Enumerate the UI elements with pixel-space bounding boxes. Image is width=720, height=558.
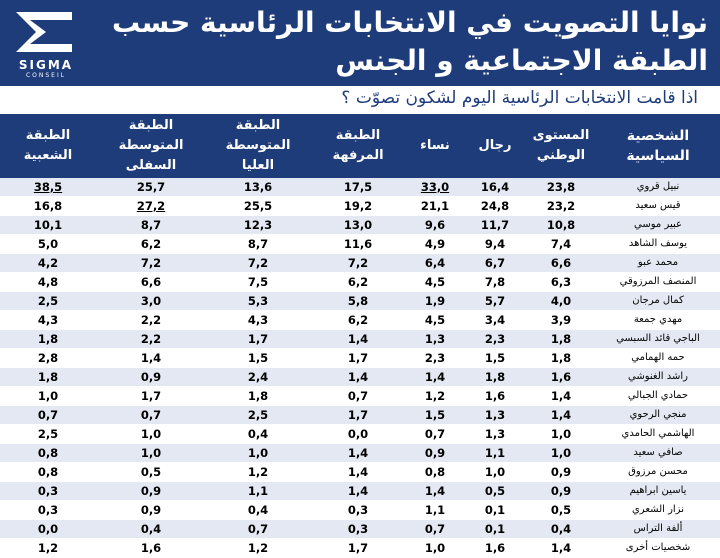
value-cell: 2,3 (406, 349, 464, 368)
logo-text: SIGMA (18, 58, 74, 72)
politician-name: الهاشمي الحامدي (596, 425, 720, 444)
value-cell: 1,4 (96, 349, 206, 368)
header-popular-class: الطبقة الشعبية (23, 128, 73, 163)
value-cell: 8,7 (96, 216, 206, 235)
value-cell: 0,7 (0, 406, 96, 425)
politician-name: شخصيات أخرى (596, 539, 720, 558)
value-cell: 2,3 (464, 330, 526, 349)
value-cell: 1,3 (406, 330, 464, 349)
value-cell: 10,8 (526, 216, 596, 235)
table-row (0, 311, 720, 330)
value-cell: 1,8 (206, 387, 310, 406)
value-cell: 6,4 (406, 254, 464, 273)
sigma-icon (10, 8, 78, 56)
value-cell: 2,5 (206, 406, 310, 425)
value-cell: 0,4 (96, 520, 206, 539)
value-cell: 1,8 (526, 330, 596, 349)
table-row (0, 330, 720, 349)
value-cell: 1,0 (96, 444, 206, 463)
value-cell: 1,0 (206, 444, 310, 463)
table-row (0, 292, 720, 311)
value-cell: 1,0 (406, 539, 464, 558)
value-cell: 1,7 (96, 387, 206, 406)
page-title: نوايا التصويت في الانتخابات الرئاسية حسب الطبقة الاجتماعية و الجنس (112, 6, 708, 77)
header-politician: الشخصية السياسية (626, 128, 690, 164)
politician-name: منجي الرحوي (596, 406, 720, 425)
value-cell: 0,7 (96, 406, 206, 425)
value-cell: 6,6 (96, 273, 206, 292)
value-cell: 16,4 (464, 178, 526, 197)
value-cell: 0,3 (310, 520, 406, 539)
value-cell: 38,5 (0, 178, 96, 197)
value-cell: 5,7 (464, 292, 526, 311)
value-cell: 1,4 (310, 368, 406, 387)
value-cell: 5,0 (0, 235, 96, 254)
value-cell: 11,7 (464, 216, 526, 235)
table-row (0, 235, 720, 254)
value-cell: 4,9 (406, 235, 464, 254)
value-cell: 6,2 (310, 311, 406, 330)
value-cell: 0,5 (464, 482, 526, 501)
table-row (0, 273, 720, 292)
value-cell: 1,4 (310, 444, 406, 463)
header-national: المستوى الوطني (532, 128, 590, 163)
politician-name: يوسف الشاهد (596, 235, 720, 254)
value-cell: 1,4 (526, 406, 596, 425)
value-cell: 0,9 (526, 482, 596, 501)
value-cell: 3,0 (96, 292, 206, 311)
value-cell: 4,3 (206, 311, 310, 330)
table-row (0, 539, 720, 558)
value-cell: 1,8 (464, 368, 526, 387)
value-cell: 1,4 (310, 482, 406, 501)
value-cell: 27,2 (96, 197, 206, 216)
value-cell: 0,9 (406, 444, 464, 463)
politician-name: حمادي الجبالي (596, 387, 720, 406)
value-cell: 7,4 (526, 235, 596, 254)
table-row (0, 406, 720, 425)
value-cell: 1,8 (526, 349, 596, 368)
politician-name: مهدي جمعة (596, 311, 720, 330)
value-cell: 0,4 (206, 425, 310, 444)
value-cell: 7,2 (96, 254, 206, 273)
value-cell: 4,8 (0, 273, 96, 292)
value-cell: 2,4 (206, 368, 310, 387)
value-cell: 1,0 (464, 463, 526, 482)
table-row (0, 520, 720, 539)
value-cell: 1,4 (310, 463, 406, 482)
value-cell: 21,1 (406, 197, 464, 216)
value-cell: 0,1 (464, 520, 526, 539)
value-cell: 8,7 (206, 235, 310, 254)
value-cell: 17,5 (310, 178, 406, 197)
politician-name: صافي سعيد (596, 444, 720, 463)
value-cell: 1,7 (206, 330, 310, 349)
value-cell: 1,2 (206, 463, 310, 482)
value-cell: 0,5 (96, 463, 206, 482)
value-cell: 1,4 (310, 330, 406, 349)
value-cell: 0,7 (206, 520, 310, 539)
value-cell: 0,0 (310, 425, 406, 444)
value-cell: 4,2 (0, 254, 96, 273)
value-cell: 0,1 (464, 501, 526, 520)
value-cell: 1,4 (526, 387, 596, 406)
table-row (0, 444, 720, 463)
value-cell: 7,2 (206, 254, 310, 273)
value-cell: 5,8 (310, 292, 406, 311)
value-cell: 5,3 (206, 292, 310, 311)
value-cell: 4,3 (0, 311, 96, 330)
value-cell: 6,2 (96, 235, 206, 254)
value-cell: 1,6 (96, 539, 206, 558)
value-cell: 1,5 (206, 349, 310, 368)
results-table (0, 114, 720, 558)
value-cell: 23,2 (526, 197, 596, 216)
value-cell: 0,7 (406, 425, 464, 444)
value-cell: 1,6 (464, 539, 526, 558)
header-men: رجال (478, 138, 512, 153)
value-cell: 0,0 (0, 520, 96, 539)
value-cell: 13,0 (310, 216, 406, 235)
table-row (0, 501, 720, 520)
value-cell: 1,0 (0, 387, 96, 406)
value-cell: 6,3 (526, 273, 596, 292)
value-cell: 1,3 (464, 425, 526, 444)
value-cell: 0,4 (526, 520, 596, 539)
table-row (0, 178, 720, 197)
politician-name: عبير موسي (596, 216, 720, 235)
value-cell: 3,9 (526, 311, 596, 330)
value-cell: 1,4 (406, 482, 464, 501)
table-row (0, 216, 720, 235)
value-cell: 1,2 (0, 539, 96, 558)
value-cell: 0,3 (0, 482, 96, 501)
value-cell: 25,5 (206, 197, 310, 216)
table-row (0, 368, 720, 387)
value-cell: 0,3 (310, 501, 406, 520)
header-upper-middle: الطبقة المتوسطة العليا (225, 118, 291, 173)
politician-name: المنصف المرزوقي (596, 273, 720, 292)
value-cell: 1,7 (310, 349, 406, 368)
value-cell: 0,9 (526, 463, 596, 482)
header-lower-middle: الطبقة المتوسطة السفلى (118, 118, 184, 173)
table-row (0, 387, 720, 406)
politician-name: ألفة التراس (596, 520, 720, 539)
value-cell: 1,3 (464, 406, 526, 425)
value-cell: 9,6 (406, 216, 464, 235)
politician-name: نزار الشعري (596, 501, 720, 520)
value-cell: 1,4 (526, 539, 596, 558)
value-cell: 0,9 (96, 368, 206, 387)
header-women: نساء (420, 138, 450, 153)
value-cell: 0,4 (206, 501, 310, 520)
value-cell: 1,7 (310, 406, 406, 425)
value-cell: 1,0 (96, 425, 206, 444)
value-cell: 0,5 (526, 501, 596, 520)
sigma-logo (0, 0, 88, 84)
value-cell: 23,8 (526, 178, 596, 197)
survey-question: اذا قامت الانتخابات الرئاسية اليوم لشكون تصوّت ؟ (341, 88, 698, 108)
value-cell: 1,6 (526, 368, 596, 387)
value-cell: 1,9 (406, 292, 464, 311)
value-cell: 2,8 (0, 349, 96, 368)
value-cell: 1,1 (464, 444, 526, 463)
value-cell: 4,0 (526, 292, 596, 311)
table-row (0, 425, 720, 444)
value-cell: 0,9 (96, 482, 206, 501)
table-row (0, 197, 720, 216)
table-body (0, 178, 720, 558)
value-cell: 1,0 (526, 444, 596, 463)
value-cell: 1,4 (406, 368, 464, 387)
value-cell: 16,8 (0, 197, 96, 216)
value-cell: 2,2 (96, 311, 206, 330)
value-cell: 0,8 (406, 463, 464, 482)
value-cell: 7,5 (206, 273, 310, 292)
value-cell: 1,2 (206, 539, 310, 558)
value-cell: 0,3 (0, 501, 96, 520)
table-header-row (0, 114, 720, 178)
politician-name: نبيل قروي (596, 178, 720, 197)
value-cell: 0,7 (406, 520, 464, 539)
politician-name: كمال مرجان (596, 292, 720, 311)
value-cell: 0,9 (96, 501, 206, 520)
value-cell: 3,4 (464, 311, 526, 330)
value-cell: 1,5 (406, 406, 464, 425)
table-row (0, 254, 720, 273)
politician-name: قيس سعيد (596, 197, 720, 216)
value-cell: 1,6 (464, 387, 526, 406)
value-cell: 13,6 (206, 178, 310, 197)
value-cell: 11,6 (310, 235, 406, 254)
politician-name: حمه الهمامي (596, 349, 720, 368)
value-cell: 6,2 (310, 273, 406, 292)
value-cell: 1,7 (310, 539, 406, 558)
header-upper-class: الطبقة المرفهة (332, 128, 384, 163)
politician-name: الباجي قائد السبسي (596, 330, 720, 349)
logo-subtext: CONSEIL (25, 72, 67, 79)
value-cell: 10,1 (0, 216, 96, 235)
value-cell: 1,1 (406, 501, 464, 520)
value-cell: 2,5 (0, 292, 96, 311)
table-row (0, 482, 720, 501)
value-cell: 33,0 (406, 178, 464, 197)
value-cell: 24,8 (464, 197, 526, 216)
value-cell: 1,8 (0, 368, 96, 387)
value-cell: 0,7 (310, 387, 406, 406)
value-cell: 7,2 (310, 254, 406, 273)
value-cell: 4,5 (406, 311, 464, 330)
value-cell: 12,3 (206, 216, 310, 235)
value-cell: 25,7 (96, 178, 206, 197)
politician-name: ياسين ابراهيم (596, 482, 720, 501)
value-cell: 0,8 (0, 463, 96, 482)
table-row (0, 349, 720, 368)
value-cell: 1,0 (526, 425, 596, 444)
value-cell: 4,5 (406, 273, 464, 292)
value-cell: 1,5 (464, 349, 526, 368)
value-cell: 2,2 (96, 330, 206, 349)
value-cell: 0,8 (0, 444, 96, 463)
table-row (0, 463, 720, 482)
value-cell: 1,2 (406, 387, 464, 406)
value-cell: 6,6 (526, 254, 596, 273)
politician-name: محمد عبو (596, 254, 720, 273)
value-cell: 9,4 (464, 235, 526, 254)
value-cell: 19,2 (310, 197, 406, 216)
value-cell: 1,1 (206, 482, 310, 501)
value-cell: 7,8 (464, 273, 526, 292)
politician-name: راشد الغنوشي (596, 368, 720, 387)
value-cell: 2,5 (0, 425, 96, 444)
value-cell: 6,7 (464, 254, 526, 273)
politician-name: محسن مرزوق (596, 463, 720, 482)
value-cell: 1,8 (0, 330, 96, 349)
